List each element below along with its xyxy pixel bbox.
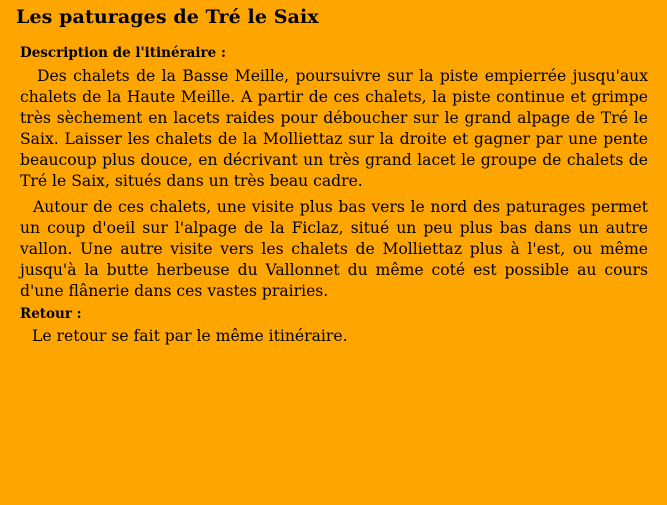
return-paragraph: Le retour se fait par le même itinéraire. [32,327,348,345]
description-paragraph-2: Autour de ces chalets, une visite plus bas vers le nord des paturages permet un coup d'oeil sur l'alpage de la Ficlaz, situé un peu plus bas dans un autre vallon. Une autre visite vers les chalets de Molliettaz plus à l'est, ou même jusqu'à la butte herbeuse du Vallonnet du même coté est possible au cours d'une flânerie dans ces vastes prairies. [20,198,648,300]
return-heading: Retour : [20,306,82,322]
description-paragraph-1: Des chalets de la Basse Meille, poursuivre sur la piste empierrée jusqu'aux chalets de la Haute Meille. A partir de ces chalets, la piste continue et grimpe très sèchement en lacets raides pour déboucher sur le grand alpage de Tré le Saix. Laisser les chalets de la Molliettaz sur la droite et gagner par une pente beaucoup plus douce, en décrivant un très grand lacet le groupe de chalets de Tré le Saix, situés dans un très beau cadre. [20,67,648,190]
description-heading: Description de l'itinéraire : [20,45,226,61]
page-title: Les paturages de Tré le Saix [16,6,319,28]
